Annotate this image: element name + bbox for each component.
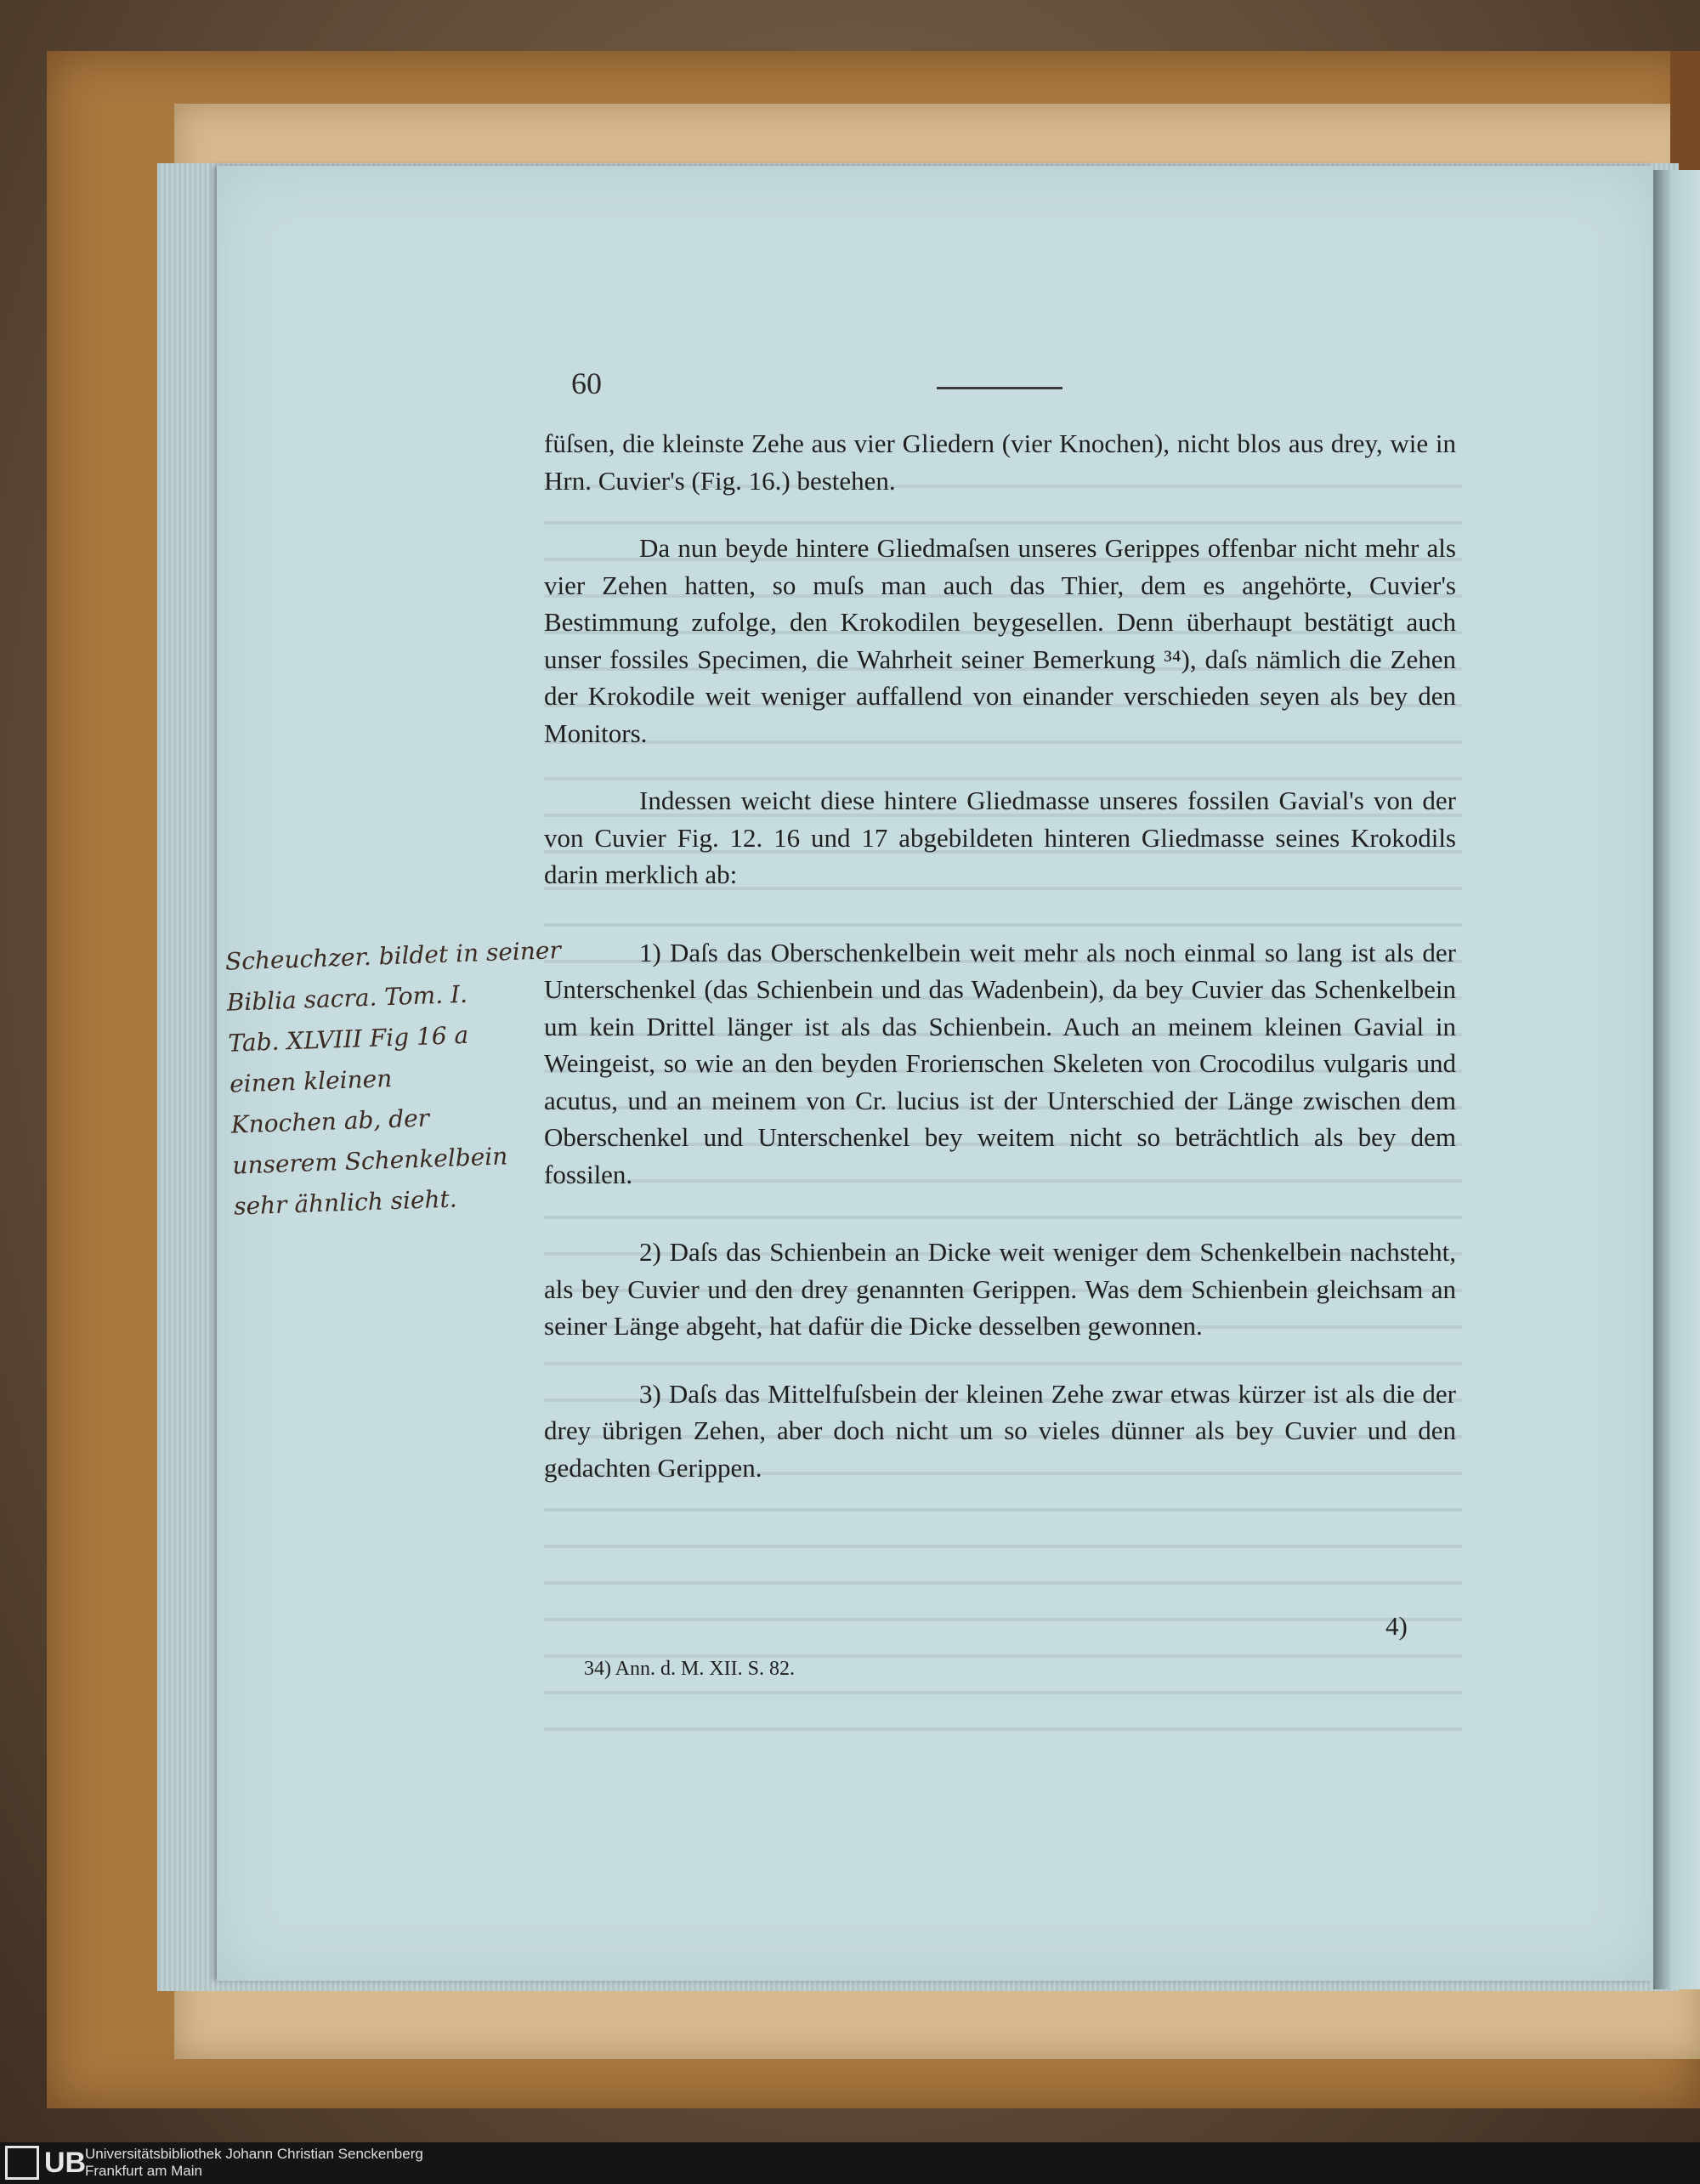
- catchword: 4): [1386, 1611, 1408, 1641]
- marginalia-line: Knochen ab, der: [230, 1103, 430, 1139]
- handwritten-marginalia: [224, 928, 608, 1227]
- library-name-line1: Universitätsbibliothek Johann Christian Senckenberg: [85, 2146, 423, 2162]
- paragraph: 2) Daſs das Schienbein an Dicke weit weniger dem Schenkelbein nachsteht, als bey Cuvier und den drey genannten Gerippen. Was dem Schienbein gleichsam an seiner Länge abgeht, hat dafür die Dicke desselben gewonnen.: [544, 1237, 1456, 1341]
- library-footer: [0, 2142, 1700, 2184]
- facing-page-edge: [1653, 170, 1700, 1989]
- marginalia-line: Scheuchzer. bildet in seiner: [224, 935, 562, 976]
- marginalia-line: einen kleinen: [229, 1064, 393, 1098]
- logo-mark-icon: [5, 2146, 39, 2180]
- marginalia-line: sehr ähnlich sieht.: [233, 1184, 458, 1221]
- footnote: 34) Ann. d. M. XII. S. 82.: [584, 1658, 796, 1680]
- marginalia-line: Tab. XLVIII Fig 16 a: [227, 1020, 469, 1058]
- library-logo: [5, 2146, 86, 2180]
- header-rule: [937, 387, 1062, 389]
- marginalia-line: unserem Schenkelbein: [231, 1142, 508, 1180]
- paragraph: 3) Daſs das Mittelfuſsbein der kleinen Zehe zwar etwas kürzer ist als die der drey übrigen Zehen, aber doch nicht um so vieles dünner als bey Cuvier und den gedachten Gerippen.: [544, 1378, 1456, 1483]
- library-name-line2: Frankfurt am Main: [85, 2163, 202, 2179]
- logo-text: UB: [44, 2146, 87, 2179]
- paragraph: Da nun beyde hintere Gliedmaſsen unseres Gerippes offenbar nicht mehr als vier Zehen hatten, so muſs man auch das Thier, dem es angehörte, Cuvier's Bestimmung zufolge, den Krokodilen beygesellen. Denn überhaupt bestätigt auch unser fossiles Specimen, die Wahrheit seiner Bemerkung ³⁴), daſs nämlich die Zehen der Krokodile weit weniger auffallend von einander verschieden seyen als bey den Monitors.: [544, 533, 1456, 748]
- body-text: [544, 425, 1456, 1486]
- paragraph: Indessen weicht diese hintere Gliedmasse unseres fossilen Gavial's von der von Cuvier Fig. 12. 16 und 17 abgebildeten hinteren Gliedmasse seines Krokodils darin merklich ab:: [544, 786, 1456, 889]
- library-name: [85, 2146, 423, 2180]
- marginalia-line: Biblia sacra. Tom. I.: [226, 979, 468, 1017]
- cover-corner: [1670, 51, 1700, 170]
- paragraph: füſsen, die kleinste Zehe aus vier Gliedern (vier Knochen), nicht blos aus drey, wie in Hrn. Cuvier's (Fig. 16.) bestehen.: [544, 428, 1456, 496]
- page-number: 60: [571, 366, 602, 400]
- paragraph: 1) Daſs das Oberschenkelbein weit mehr als noch einmal so lang ist als der Unterschenkel (das Schienbein und das Wadenbein), da bey Cuvier das Schenkelbein um kein Drittel länger ist als das Schienbein. Auch an meinem kleinen Gavial in Weingeist, so wie an den beyden Frorieпschen Skeleten von Crocodilus vulgaris und acutus, und an meinem von Cr. lucius ist der Unterschied der Länge zwischen dem Oberschenkel und Unterschenkel bey weitem nicht so beträchtlich als bey dem fossilen.: [544, 937, 1456, 1189]
